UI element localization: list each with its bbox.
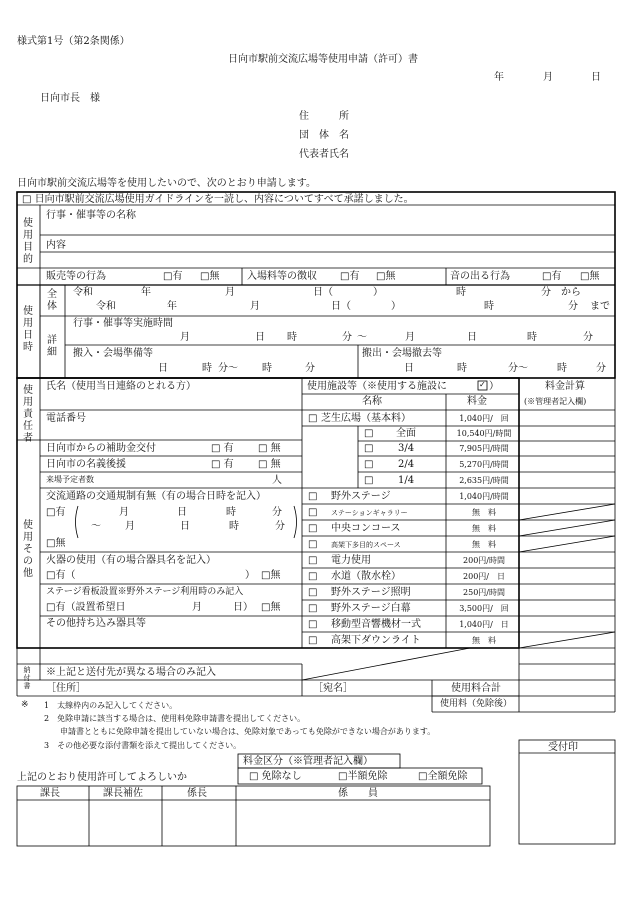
col-name: 名称 bbox=[362, 396, 382, 407]
facility-checkbox[interactable]: □ bbox=[308, 635, 318, 646]
facility-checkbox[interactable]: □ bbox=[364, 428, 374, 439]
subsidy-no-checkbox[interactable]: □ 無 bbox=[258, 443, 281, 454]
sponsor-yes-checkbox[interactable]: □ 有 bbox=[211, 459, 234, 470]
sales-yes-checkbox[interactable]: □有 bbox=[163, 271, 183, 282]
date-year: 年 bbox=[494, 72, 504, 83]
sign-label: ステージ看板設置※野外ステージ利用時のみ記入 bbox=[46, 587, 244, 597]
addressee: 日向市長 様 bbox=[40, 93, 100, 104]
form-number: 様式第1号（第2条関係） bbox=[17, 36, 130, 47]
facility-checkbox[interactable]: □ bbox=[308, 603, 318, 614]
facility-name: 1/4 bbox=[398, 475, 415, 486]
teardown-minute: 分～ bbox=[508, 363, 528, 374]
teardown-hour-2: 時 bbox=[557, 363, 567, 374]
facility-name: 水道（散水栓） bbox=[331, 571, 401, 582]
traffic-label: 交流通路の交通規制有無（有の場合日時を記入） bbox=[46, 491, 266, 502]
facility-name: 野外ステージ bbox=[331, 491, 391, 502]
fee-calc-title: 料金計算 bbox=[545, 381, 585, 392]
facility-name: 高架下ダウンライト bbox=[331, 635, 421, 646]
facility-name: 野外ステージ白幕 bbox=[331, 603, 411, 614]
facility-fee: 無 料 bbox=[472, 636, 496, 645]
traffic-day-2: 日 bbox=[180, 521, 190, 532]
facility-name: 芝生広場（基本料） bbox=[321, 413, 411, 424]
visitors-unit: 人 bbox=[272, 475, 282, 486]
note-2: 2 免除申請に該当する場合は、使用料免除申請書を提出してください。 bbox=[44, 714, 306, 723]
setup-label: 搬入・会場準備等 bbox=[73, 348, 153, 359]
responsible-name-label: 氏名（使用当日連絡のとれる方） bbox=[46, 381, 196, 392]
day-1: 日（ ） bbox=[313, 287, 383, 298]
sponsor-label: 日向市の名義後援 bbox=[46, 459, 126, 470]
teardown-label: 搬出・会場撤去等 bbox=[362, 348, 442, 359]
note-2b: 申請書とともに免除申請を提出していない場合は、免除対象であっても免除ができない場合があります。 bbox=[60, 727, 436, 736]
approval-col-deputy-chief: 課長補佐 bbox=[103, 788, 143, 799]
fire-no-checkbox[interactable]: □無 bbox=[261, 570, 281, 581]
content-label: 内容 bbox=[46, 240, 66, 251]
minute-2: 分 bbox=[568, 301, 578, 312]
facility-fee: 1,040円/ 日 bbox=[459, 620, 509, 629]
held-hour: 時 bbox=[287, 332, 297, 343]
representative-label: 代表者氏名 bbox=[299, 149, 349, 160]
era-1: 令和 bbox=[73, 287, 93, 298]
facility-checkbox[interactable]: □ bbox=[364, 443, 374, 454]
from-label: から bbox=[561, 287, 581, 298]
group-name-label: 団 体 名 bbox=[299, 130, 349, 141]
sign-day: 日） bbox=[233, 602, 253, 613]
held-time-label: 行事・催事等実施時間 bbox=[73, 318, 173, 329]
sound-no-checkbox[interactable]: □無 bbox=[580, 271, 600, 282]
date-day: 日 bbox=[591, 72, 601, 83]
note-3: 3 その他必要な添付書類を添えて提出してください。 bbox=[44, 741, 242, 750]
teardown-minute-2: 分 bbox=[596, 363, 606, 374]
facility-name: 移動型音響機材一式 bbox=[331, 619, 421, 630]
phone-label: 電話番号 bbox=[46, 413, 86, 424]
era-2: 令和 bbox=[96, 301, 116, 312]
held-minute: 分 bbox=[342, 332, 352, 343]
facilities-check-mark: ✓ bbox=[479, 380, 486, 389]
sales-no-checkbox[interactable]: □無 bbox=[200, 271, 220, 282]
address-label: 住 所 bbox=[299, 111, 349, 122]
facility-fee: 無 料 bbox=[472, 508, 496, 517]
hour-2: 時 bbox=[484, 301, 494, 312]
fire-paren-close: ） bbox=[245, 570, 255, 581]
minute-1: 分 bbox=[541, 287, 551, 298]
facility-checkbox[interactable]: □ bbox=[308, 413, 318, 424]
note-1: 1 太線枠内のみ記入してください。 bbox=[44, 701, 178, 710]
facility-checkbox[interactable]: □ bbox=[308, 619, 318, 630]
setup-hour: 時 bbox=[202, 363, 212, 374]
subsidy-label: 日向市からの補助金交付 bbox=[46, 443, 156, 454]
facility-name: 電力使用 bbox=[331, 555, 371, 566]
sign-month: 月 bbox=[192, 602, 202, 613]
facility-checkbox[interactable]: □ bbox=[308, 571, 318, 582]
teardown-day: 日 bbox=[404, 363, 414, 374]
month-1: 月 bbox=[225, 287, 235, 298]
facilities-header-close: ） bbox=[489, 381, 499, 392]
detail-label: 詳細 bbox=[47, 335, 57, 358]
traffic-yes-checkbox[interactable]: □有 bbox=[46, 507, 66, 518]
delivery-side-label: 納付書 bbox=[23, 666, 31, 690]
fire-yes-checkbox[interactable]: □有（ bbox=[46, 570, 76, 581]
facility-checkbox[interactable]: □ bbox=[308, 507, 318, 518]
traffic-minute: 分 bbox=[272, 507, 282, 518]
approval-col-staff: 係 員 bbox=[338, 788, 378, 799]
facility-checkbox[interactable]: □ bbox=[308, 555, 318, 566]
traffic-tilde: ～ bbox=[91, 521, 101, 532]
delivery-recipient-label: ［宛名］ bbox=[313, 683, 353, 694]
intro-text: 日向市駅前交流広場等を使用したいので、次のとおり申請します。 bbox=[17, 178, 316, 189]
page-title: 日向市駅前交流広場等使用申請（許可）書 bbox=[228, 54, 418, 65]
held-day-2: 日 bbox=[467, 332, 477, 343]
held-hour-2: 時 bbox=[527, 332, 537, 343]
sponsor-no-checkbox[interactable]: □ 無 bbox=[258, 459, 281, 470]
traffic-hour: 時 bbox=[226, 507, 236, 518]
facility-fee: 200円/時間 bbox=[463, 556, 505, 565]
facility-checkbox[interactable]: □ bbox=[308, 587, 318, 598]
facility-fee: 無 料 bbox=[472, 524, 496, 533]
event-name-label: 行事・催事等の名称 bbox=[46, 210, 136, 221]
facility-checkbox[interactable]: □ bbox=[364, 459, 374, 470]
no-exemption-checkbox[interactable]: □ 免除なし bbox=[249, 771, 302, 782]
facility-fee: 1,040円/ 回 bbox=[459, 414, 509, 423]
sign-yes-checkbox[interactable]: □有（設置希望日 bbox=[46, 602, 126, 613]
traffic-day: 日 bbox=[177, 507, 187, 518]
facilities-header: 使用施設等（※使用する施設に bbox=[307, 381, 447, 392]
fee-calc-note: (※管理者記入欄) bbox=[524, 397, 587, 406]
carry-in-label: その他持ち込み器具等 bbox=[46, 618, 146, 629]
facility-fee: 1,040円/時間 bbox=[459, 492, 509, 501]
setup-minute-2: 分 bbox=[305, 363, 315, 374]
half-exemption-checkbox[interactable]: □半額免除 bbox=[338, 771, 388, 782]
fire-label: 火器の使用（有の場合器具名を記入） bbox=[46, 555, 216, 566]
visitors-label: 来場予定者数 bbox=[46, 475, 94, 484]
facility-fee: 250円/時間 bbox=[463, 588, 505, 597]
year-2: 年 bbox=[167, 301, 177, 312]
all-label: 全体 bbox=[47, 289, 57, 312]
teardown-hour: 時 bbox=[457, 363, 467, 374]
to-label: まで bbox=[590, 301, 610, 312]
facility-checkbox[interactable]: □ bbox=[308, 539, 318, 550]
held-day: 日 bbox=[255, 332, 265, 343]
responsible-side-label: 使用責任者 bbox=[23, 385, 33, 444]
day-2: 日（ ） bbox=[331, 301, 401, 312]
subsidy-yes-checkbox[interactable]: □ 有 bbox=[211, 443, 234, 454]
traffic-month: 月 bbox=[119, 507, 129, 518]
traffic-minute-2: 分 bbox=[275, 521, 285, 532]
delivery-note: ※上記と送付先が異なる場合のみ記入 bbox=[46, 667, 216, 678]
facility-fee: 7,905円/時間 bbox=[459, 444, 509, 453]
facility-name: 2/4 bbox=[398, 459, 415, 470]
approval-col-sub-chief: 係長 bbox=[187, 788, 207, 799]
fee-no-checkbox[interactable]: □無 bbox=[376, 271, 396, 282]
held-minute-2: 分 bbox=[583, 332, 593, 343]
admission-fee-label: 入場料等の徴収 bbox=[247, 271, 317, 282]
held-month: 月 bbox=[180, 332, 190, 343]
guideline-checkbox[interactable]: □ 日向市駅前交流広場使用ガイドラインを一読し、内容についてすべて承諾しました。 bbox=[22, 194, 414, 205]
facility-name: 3/4 bbox=[398, 443, 415, 454]
notes-mark: ※ bbox=[21, 700, 29, 710]
facility-name: 野外ステージ照明 bbox=[331, 587, 411, 598]
sign-no-checkbox[interactable]: □無 bbox=[261, 602, 281, 613]
facility-name: 中央コンコース bbox=[331, 523, 401, 534]
approval-question: 上記のとおり使用許可してよろしいか bbox=[17, 772, 187, 783]
date-month: 月 bbox=[543, 72, 553, 83]
facility-fee: 無 料 bbox=[472, 540, 496, 549]
sales-label: 販売等の行為 bbox=[46, 271, 106, 282]
total-fee-label: 使用料合計 bbox=[451, 683, 501, 694]
delivery-address-label: ［住所］ bbox=[46, 683, 86, 694]
year-1: 年 bbox=[141, 287, 151, 298]
fee-after-exemption-label: 使用料（免除後） bbox=[440, 699, 513, 709]
fee-yes-checkbox[interactable]: □有 bbox=[340, 271, 360, 282]
sound-yes-checkbox[interactable]: □有 bbox=[542, 271, 562, 282]
sound-label: 音の出る行為 bbox=[450, 271, 510, 282]
datetime-side-label: 使用日時 bbox=[23, 306, 33, 353]
traffic-month-2: 月 bbox=[125, 521, 135, 532]
fee-class-title: 料金区分（※管理者記入欄） bbox=[243, 756, 373, 767]
hour-1: 時 bbox=[456, 287, 466, 298]
setup-hour-2: 時 bbox=[262, 363, 272, 374]
full-exemption-checkbox[interactable]: □全額免除 bbox=[418, 771, 468, 782]
facility-checkbox[interactable]: □ bbox=[308, 491, 318, 502]
held-tilde: ～ bbox=[357, 332, 367, 343]
approval-col-section-chief: 課長 bbox=[40, 788, 60, 799]
facility-fee: 2,635円/時間 bbox=[459, 476, 509, 485]
facility-fee: 200円/ 日 bbox=[463, 572, 505, 581]
other-side-label: 使用その他 bbox=[23, 520, 33, 579]
facility-name: 高架下多目的スペース bbox=[331, 541, 401, 549]
facility-fee: 5,270円/時間 bbox=[459, 460, 509, 469]
facility-checkbox[interactable]: □ bbox=[364, 475, 374, 486]
receipt-stamp-label: 受付印 bbox=[548, 742, 578, 753]
purpose-side-label: 使用目的 bbox=[23, 218, 33, 265]
facility-fee: 10,540円/時間 bbox=[456, 429, 512, 438]
facility-checkbox[interactable]: □ bbox=[308, 523, 318, 534]
setup-minute: 分～ bbox=[218, 363, 238, 374]
held-month-2: 月 bbox=[405, 332, 415, 343]
traffic-no-checkbox[interactable]: □無 bbox=[46, 538, 66, 549]
facility-name: ステーションギャラリー bbox=[331, 509, 408, 517]
traffic-hour-2: 時 bbox=[229, 521, 239, 532]
facility-fee: 3,500円/ 回 bbox=[459, 604, 509, 613]
setup-day: 日 bbox=[158, 363, 168, 374]
month-2: 月 bbox=[250, 301, 260, 312]
facility-name: 全面 bbox=[396, 428, 416, 439]
col-fee: 料金 bbox=[467, 396, 487, 407]
